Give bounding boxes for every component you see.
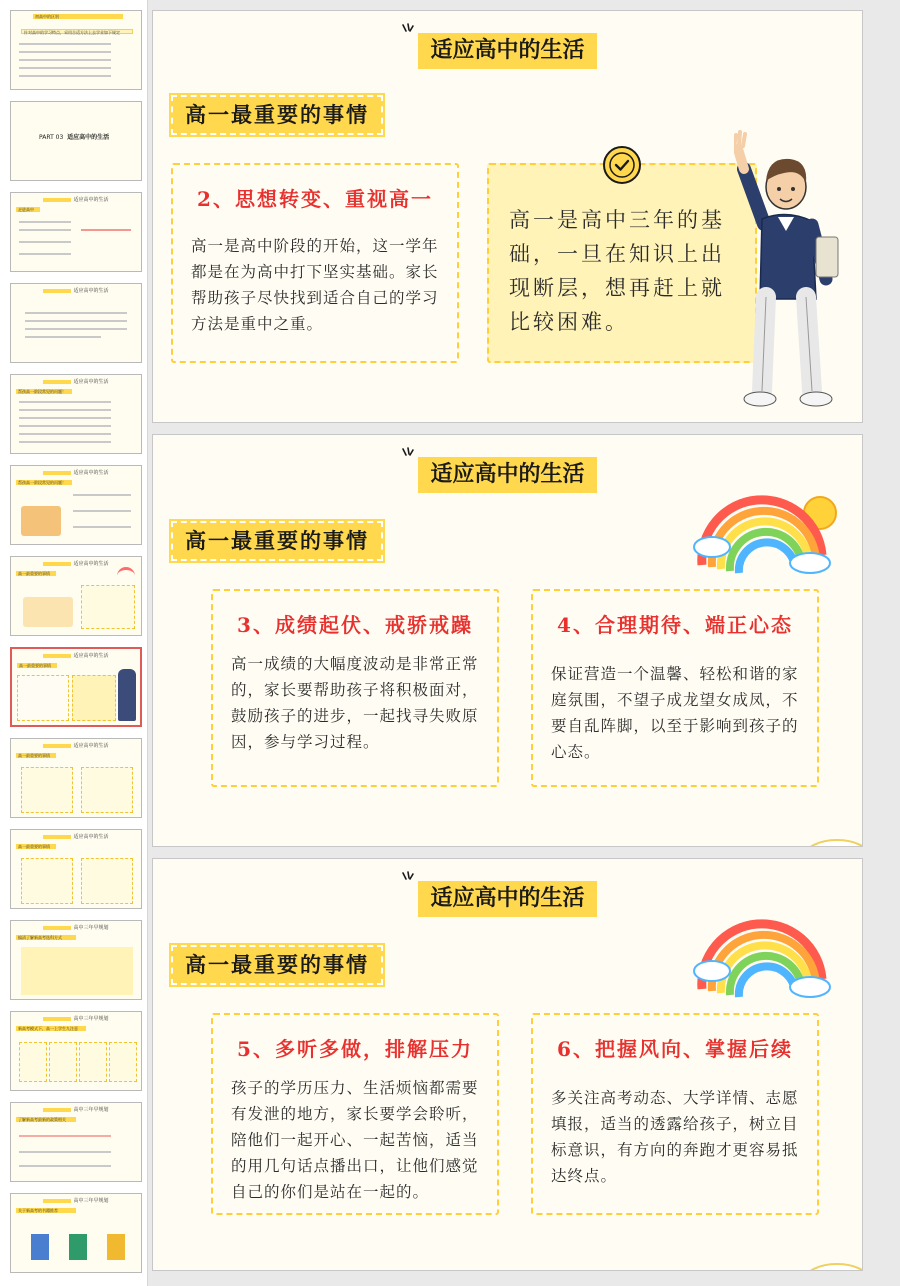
content-card: [211, 589, 499, 787]
content-card: [171, 163, 459, 363]
slide-title-text: 适应高中的生活: [430, 38, 585, 63]
thumb-subhead: 搞清了解新高考选科方式: [16, 935, 76, 940]
thumb-title: 高中三年早规划: [11, 924, 141, 931]
slide-panel-1: [152, 10, 863, 423]
thumb-card: [49, 1042, 77, 1082]
thumb-line: [19, 253, 71, 255]
thumb-book: [69, 1234, 87, 1260]
thumb-subhead: 新高考模式下，高一上学生九注意: [16, 1026, 86, 1031]
thumbnail-11[interactable]: [10, 920, 142, 1000]
thumb-line: [25, 336, 101, 338]
thumbnail-6[interactable]: [10, 465, 142, 545]
thumb-line: [19, 441, 111, 443]
thumbnail-12[interactable]: [10, 1011, 142, 1091]
thumb-subhead: 了解新高考最新的政策相关: [16, 1117, 76, 1122]
sparkle-icon: [400, 447, 416, 463]
card-body: 高一是高中阶段的开始，这一学年都是在为高中打下坚实基础。家长帮助孩子尽快找到适合自己的学习方法是重中之重。: [191, 237, 439, 333]
thumb-title: 适应高中的生活: [11, 196, 141, 203]
slide-thumbnail-sidebar: [0, 0, 148, 1286]
thumb-line: [25, 320, 127, 322]
sparkle-icon: [400, 871, 416, 887]
rainbow-icon: [692, 475, 842, 575]
highlight-card: [487, 163, 757, 363]
card-heading: 6、把握风向、掌握后续: [557, 1037, 793, 1061]
card-body: 孩子的学历压力、生活烦恼都需要有发泄的地方，家长要学会聆听，陪他们一起开心、一起苦恼，适当的用几句话点播出口，让他们感觉自己的你们是站在一起的。: [231, 1079, 479, 1201]
thumb-title: 高中三年早规划: [11, 1106, 141, 1113]
slide-title-text: 适应高中的生活: [430, 886, 585, 911]
thumb-line: [19, 51, 111, 53]
thumb-table: [21, 947, 133, 995]
thumb-title: 适应高中的生活: [11, 378, 141, 385]
thumb-card: [109, 1042, 137, 1082]
card-heading: 4、合理期待、端正心态: [557, 613, 793, 637]
thumb-card: [21, 858, 73, 904]
waving-student-illustration: [734, 129, 854, 409]
highlight-text: 高一是高中三年的基础，一旦在知识上出现断层，想再赶上就比较困难。: [509, 208, 725, 334]
thumb-line: [73, 526, 131, 528]
thumb-line: [19, 1151, 111, 1153]
thumb-book: [31, 1234, 49, 1260]
thumb-line: [19, 417, 111, 419]
thumb-title: 高中三年早规划: [11, 1015, 141, 1022]
thumb-title: 适应高中的生活: [11, 560, 141, 567]
thumbnail-13[interactable]: [10, 1102, 142, 1182]
thumbnail-2[interactable]: [10, 101, 142, 181]
thumb-card: [79, 1042, 107, 1082]
slide-title: [418, 33, 596, 69]
card-body: 高一成绩的大幅度波动是非常正常的，家长要帮助孩子将积极面对，鼓励孩子的进步，一起找寻失败原因，参与学习过程。: [231, 655, 479, 751]
cloud-icon: [802, 1254, 863, 1271]
thumb-title: 适应高中的生活: [11, 833, 141, 840]
thumb-card: [21, 767, 73, 813]
slide-title: [418, 881, 596, 917]
thumb-line: [19, 1135, 111, 1137]
thumb-subhead: 帮孩高一阶段常见的问题！: [16, 389, 72, 394]
thumb-line: [19, 1165, 111, 1167]
thumb-card: [17, 675, 69, 721]
thumb-line: [19, 43, 111, 45]
thumb-line: [19, 59, 111, 61]
thumbnail-14[interactable]: [10, 1193, 142, 1273]
thumb-card: [81, 858, 133, 904]
thumb-line: [19, 229, 71, 231]
content-card: [531, 1013, 819, 1215]
thumb-card: [81, 585, 135, 629]
check-badge-icon: [602, 145, 642, 185]
thumb-subhead: 高一最重要的事情: [17, 663, 57, 668]
thumb-title: 适应高中的生活: [11, 469, 141, 476]
rainbow-icon: [692, 899, 842, 999]
thumbnail-7[interactable]: [10, 556, 142, 636]
thumbnail-5[interactable]: [10, 374, 142, 454]
thumb-illustration: [21, 506, 61, 536]
section-subheading: 高一最重要的事情: [171, 95, 383, 135]
thumb-line: [19, 409, 111, 411]
slide-panel-3: [152, 858, 863, 1271]
thumb-title: 适应高中的生活: [11, 742, 141, 749]
thumbnail-4[interactable]: [10, 283, 142, 363]
thumb-subhead: 关于新高考的书籍推荐: [16, 1208, 76, 1213]
thumb-subhead: 高一最重要的事情: [16, 844, 56, 849]
thumb-title: 高中三年早规划: [11, 1197, 141, 1204]
thumb-title: 初高中的区别: [33, 14, 123, 19]
thumb-line: [81, 229, 131, 231]
thumbnail-3[interactable]: [10, 192, 142, 272]
thumb-line: [19, 221, 71, 223]
thumb-line: [19, 75, 111, 77]
thumb-subhead: 高一最重要的事情: [16, 571, 56, 576]
thumb-rainbow: [117, 567, 135, 577]
slide-title: [418, 457, 596, 493]
thumb-card: [72, 675, 116, 721]
thumb-line: [19, 241, 71, 243]
thumb-title: 适应高中的生活: [11, 287, 141, 294]
thumb-line: [25, 328, 127, 330]
thumb-line: [25, 312, 127, 314]
slide-title-text: 适应高中的生活: [430, 462, 585, 487]
sparkle-icon: [400, 23, 416, 39]
card-heading: 3、成绩起伏、戒骄戒躁: [237, 613, 473, 637]
thumbnail-1[interactable]: [10, 10, 142, 90]
card-heading: 5、多听多做，排解压力: [237, 1037, 473, 1061]
slide-panel-2: [152, 434, 863, 847]
thumb-line: [19, 433, 111, 435]
thumb-line: [19, 425, 111, 427]
thumb-part-label: PART 03 适应高中的生活: [39, 134, 110, 141]
slide-title-wrap: [153, 33, 862, 69]
thumb-person: [118, 669, 136, 721]
thumb-illustration: [23, 597, 73, 627]
thumb-line: [19, 401, 111, 403]
thumb-line: [73, 494, 131, 496]
thumb-card: [19, 1042, 47, 1082]
section-subheading: 高一最重要的事情: [171, 521, 383, 561]
thumb-card: [81, 767, 133, 813]
thumb-line: [73, 510, 131, 512]
content-card: [531, 589, 819, 787]
card-heading: 2、思想转变、重视高一: [197, 187, 433, 211]
cloud-icon: [802, 830, 863, 847]
content-card: [211, 1013, 499, 1215]
thumb-line: [19, 67, 111, 69]
thumbnail-9[interactable]: [10, 738, 142, 818]
thumb-book: [107, 1234, 125, 1260]
thumb-subtitle: 针对高中的学习特点，采用合适方法上去学业如下规定: [21, 29, 133, 34]
card-body: 多关注高考动态、大学详情、志愿填报，适当的透露给孩子，树立目标意识，有方向的奔跑才更容易抵达终点。: [551, 1089, 799, 1185]
card-body: 保证营造一个温馨、轻松和谐的家庭氛围，不望子成龙望女成凤，不要自乱阵脚，以至于影响到孩子的心态。: [551, 665, 799, 761]
thumb-subhead: 帮孩高一阶段常见的问题！: [16, 480, 72, 485]
section-subheading: 高一最重要的事情: [171, 945, 383, 985]
thumb-subhead: 高一最重要的事情: [16, 753, 56, 758]
thumbnail-10[interactable]: [10, 829, 142, 909]
thumb-subhead: 走进高中: [16, 207, 40, 212]
thumbnail-8-selected[interactable]: [10, 647, 142, 727]
thumb-title: 适应高中的生活: [12, 652, 140, 659]
